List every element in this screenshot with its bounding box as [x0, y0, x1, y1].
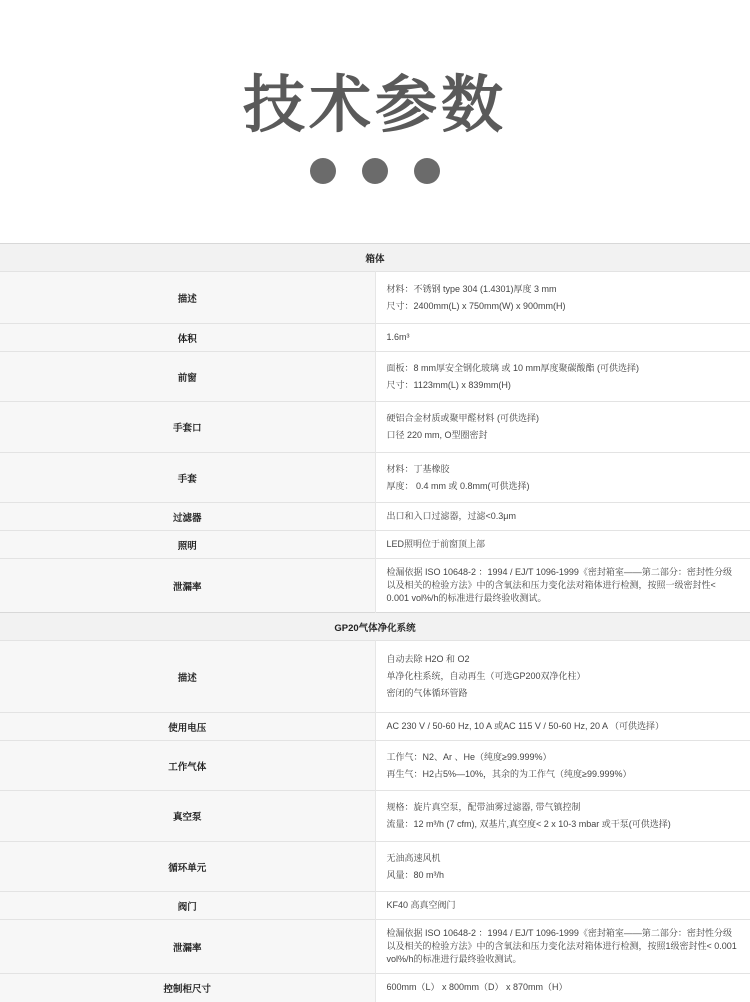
spec-value-line: 材料：不锈钢 type 304 (1.4301)厚度 3 mm — [386, 283, 557, 294]
section-title: 箱体 — [0, 244, 750, 272]
spec-value-line: 无油高速风机 — [386, 852, 441, 863]
spec-value — [375, 453, 750, 503]
spec-value — [375, 641, 750, 713]
spec-value-line: 面板：8 mm厚安全钢化玻璃 或 10 mm厚度聚碳酸酯 (可供选择) — [386, 362, 640, 373]
spec-value-line: LED照明位于前窗顶上部 — [386, 539, 486, 549]
section-header — [0, 244, 750, 272]
spec-value-line: 口径 220 mm, O型圈密封 — [386, 430, 488, 440]
spec-value — [375, 842, 750, 892]
spec-value-line: 尺寸：1123mm(L) x 839mm(H) — [386, 379, 511, 390]
dot-icon — [362, 158, 388, 184]
spec-value — [375, 741, 750, 791]
spec-row — [0, 503, 750, 531]
spec-value-line: 自动去除 H2O 和 O2 — [386, 654, 470, 664]
spec-row — [0, 920, 750, 974]
spec-value-line: 材料：丁基橡胶 — [386, 463, 450, 474]
spec-key: 控制柜尺寸 — [0, 974, 375, 1002]
spec-value — [375, 503, 750, 531]
spec-value-line: 厚度： 0.4 mm 或 0.8mm(可供选择) — [386, 480, 530, 491]
dot-icon — [414, 158, 440, 184]
section-header — [0, 613, 750, 641]
spec-value — [375, 713, 750, 741]
spec-row — [0, 559, 750, 613]
spec-value-line: 1.6m³ — [386, 332, 410, 342]
spec-row — [0, 791, 750, 842]
page-header — [0, 0, 750, 243]
spec-row — [0, 453, 750, 503]
spec-value-line: 工作气：N2、Ar 、He（纯度≥99.999%） — [386, 751, 552, 762]
spec-key: 工作气体 — [0, 741, 375, 791]
spec-row — [0, 324, 750, 352]
spec-key: 真空泵 — [0, 791, 375, 842]
spec-value-line: 出口和入口过滤器，过滤<0.3μm — [386, 511, 516, 521]
spec-key: 照明 — [0, 531, 375, 559]
spec-key: 泄漏率 — [0, 559, 375, 613]
spec-value — [375, 920, 750, 974]
spec-value — [375, 974, 750, 1002]
spec-value-line: 单净化柱系统，自动再生（可选GP200双净化柱） — [386, 671, 586, 681]
spec-value-line: 密闭的气体循环管路 — [386, 688, 468, 698]
spec-key: 过滤器 — [0, 503, 375, 531]
spec-row — [0, 713, 750, 741]
spec-row — [0, 531, 750, 559]
spec-key: 循环单元 — [0, 842, 375, 892]
spec-key: 阀门 — [0, 892, 375, 920]
spec-value-line: 再生气：H2占5%—10%，其余的为工作气（纯度≥99.999%） — [386, 768, 632, 779]
spec-row — [0, 974, 750, 1002]
dot-icon — [310, 158, 336, 184]
spec-value-line: 检漏依据 ISO 10648-2 ：1994 / EJ/T 1096-1999《密封箱室——第二部分：密封性分级以及相关的检验方法》中的含氧法和压力变化法对箱体进行检测，按照一级密封性< 0.001 vol%/h的标准进行最终验收测试。 — [386, 567, 732, 603]
spec-value — [375, 531, 750, 559]
spec-value — [375, 352, 750, 402]
spec-value-line: 规格：旋片真空泵，配带油雾过滤器, 带气镇控制 — [386, 802, 581, 812]
page-title: 技术参数 — [242, 68, 507, 141]
spec-key: 体积 — [0, 324, 375, 352]
spec-value — [375, 272, 750, 324]
spec-key: 前窗 — [0, 352, 375, 402]
decorative-dots — [0, 158, 750, 189]
spec-value-line: 尺寸：2400mm(L) x 750mm(W) x 900mm(H) — [386, 300, 566, 311]
spec-value — [375, 559, 750, 613]
spec-value-line: 流量：12 m³/h (7 cfm), 双基片,真空度< 2 x 10-3 mbar 或干泵(可供选择) — [386, 819, 671, 829]
spec-key: 描述 — [0, 272, 375, 324]
spec-value-line: KF40 高真空阀门 — [386, 900, 456, 910]
spec-row — [0, 741, 750, 791]
spec-key: 手套 — [0, 453, 375, 503]
spec-value-line: 硬铝合金材质或聚甲醛材料 (可供选择) — [386, 413, 539, 423]
spec-value-line: 检漏依据 ISO 10648-2 ：1994 / EJ/T 1096-1999《密封箱室——第二部分：密封性分级以及相关的检验方法》中的含氧法和压力变化法对箱体进行检测，按照1级密封性< 0.001 vol%/h的标准进行最终验收测试。 — [386, 928, 737, 964]
spec-key: 使用电压 — [0, 713, 375, 741]
spec-value — [375, 324, 750, 352]
spec-row — [0, 402, 750, 453]
spec-value — [375, 791, 750, 842]
spec-table — [0, 243, 750, 1002]
spec-row — [0, 641, 750, 713]
spec-value — [375, 892, 750, 920]
spec-value — [375, 402, 750, 453]
spec-row — [0, 352, 750, 402]
spec-key: 泄漏率 — [0, 920, 375, 974]
spec-row — [0, 842, 750, 892]
section-title: GP20气体净化系统 — [0, 613, 750, 641]
spec-value-line: AC 230 V / 50-60 Hz, 10 A 或AC 115 V / 50-60 Hz, 20 A （可供选择） — [386, 721, 664, 731]
spec-key: 手套口 — [0, 402, 375, 453]
spec-key: 描述 — [0, 641, 375, 713]
spec-row — [0, 892, 750, 920]
spec-value-line: 600mm（L） x 800mm（D） x 870mm（H） — [386, 982, 568, 993]
spec-value-line: 风量：80 m³/h — [386, 869, 445, 880]
spec-row — [0, 272, 750, 324]
